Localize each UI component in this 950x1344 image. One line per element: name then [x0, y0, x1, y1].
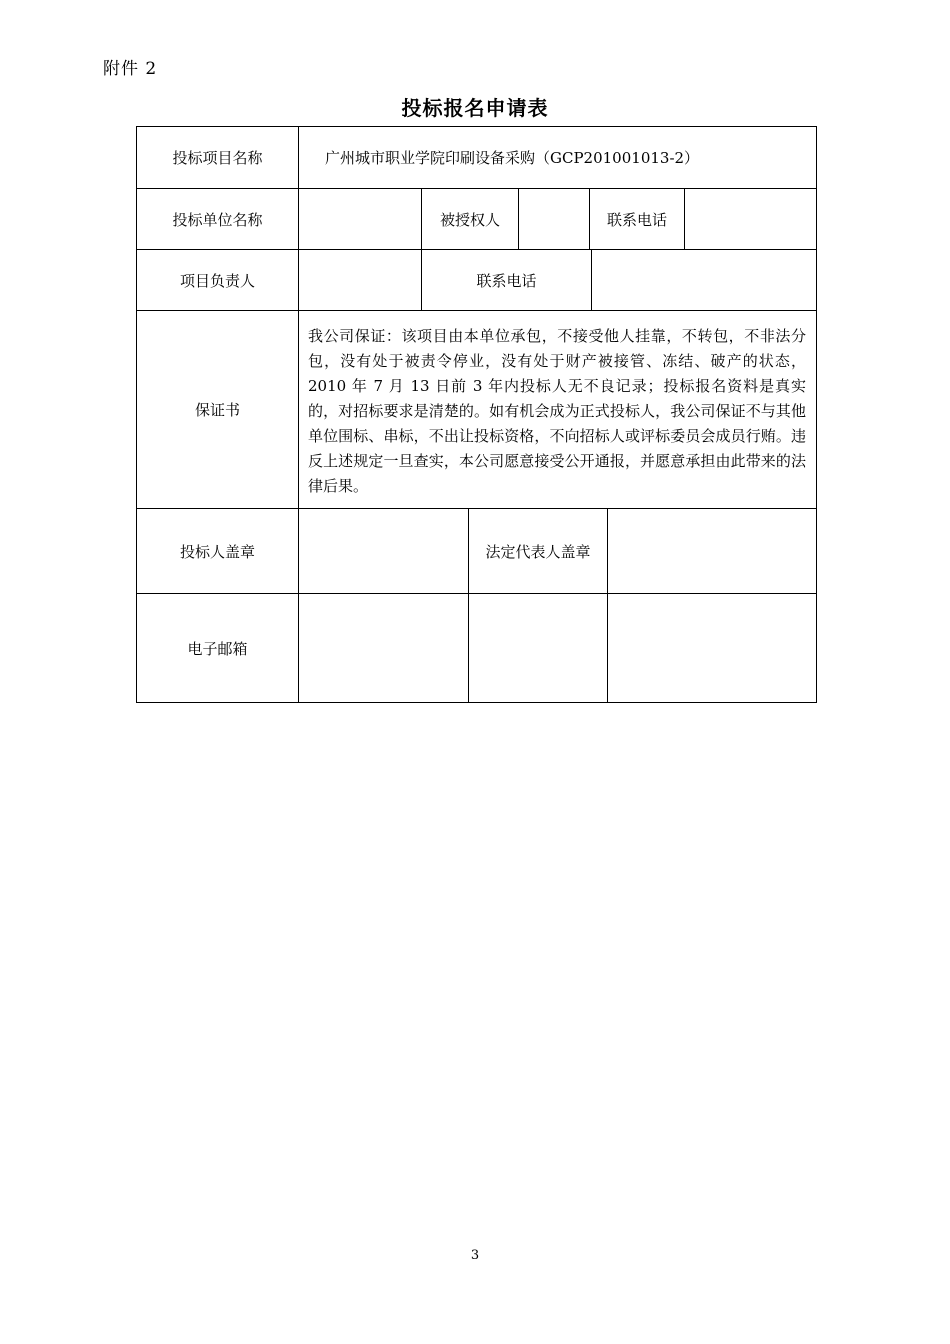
guarantee-label: 保证书: [136, 310, 299, 509]
project-name-value: 广州城市职业学院印刷设备采购（GCP201001013-2）: [298, 126, 817, 189]
authorized-person-label: 被授权人: [421, 188, 519, 250]
page-number: 3: [470, 1248, 480, 1263]
project-leader-label: 项目负责人: [136, 249, 299, 311]
email-extra-cell-2[interactable]: [607, 593, 817, 703]
project-name-label: 投标项目名称: [136, 126, 299, 189]
contact-phone-label-2: 联系电话: [421, 249, 592, 311]
attachment-label: 附件 2: [103, 59, 158, 79]
email-label: 电子邮箱: [136, 593, 299, 703]
bidder-seal-field[interactable]: [298, 508, 469, 594]
authorized-person-field[interactable]: [518, 188, 590, 250]
form-title: 投标报名申请表: [401, 96, 549, 120]
project-leader-field[interactable]: [298, 249, 422, 311]
legal-rep-seal-label: 法定代表人盖章: [468, 508, 608, 594]
contact-phone-field-2[interactable]: [591, 249, 817, 311]
email-extra-cell-1[interactable]: [468, 593, 608, 703]
legal-rep-seal-field[interactable]: [607, 508, 817, 594]
bidder-unit-label: 投标单位名称: [136, 188, 299, 250]
guarantee-text: 我公司保证：该项目由本单位承包，不接受他人挂靠，不转包，不非法分包，没有处于被责令停业，没有处于财产被接管、冻结、破产的状态，2010 年 7 月 13 日前 3 年内投标人无不良记录；投标报名资料是真实的，对招标要求是清楚的。如有机会成为正式投标人，我公司保证不与其他单位围标、串标，不出让投标资格，不向招标人或评标委员会成员行贿。违反上述规定一旦查实，本公司愿意接受公开通报，并愿意承担由此带来的法律后果。: [298, 310, 817, 509]
contact-phone-label-1: 联系电话: [589, 188, 685, 250]
contact-phone-field-1[interactable]: [684, 188, 817, 250]
email-field[interactable]: [298, 593, 469, 703]
bidder-seal-label: 投标人盖章: [136, 508, 299, 594]
bidder-unit-field[interactable]: [298, 188, 422, 250]
